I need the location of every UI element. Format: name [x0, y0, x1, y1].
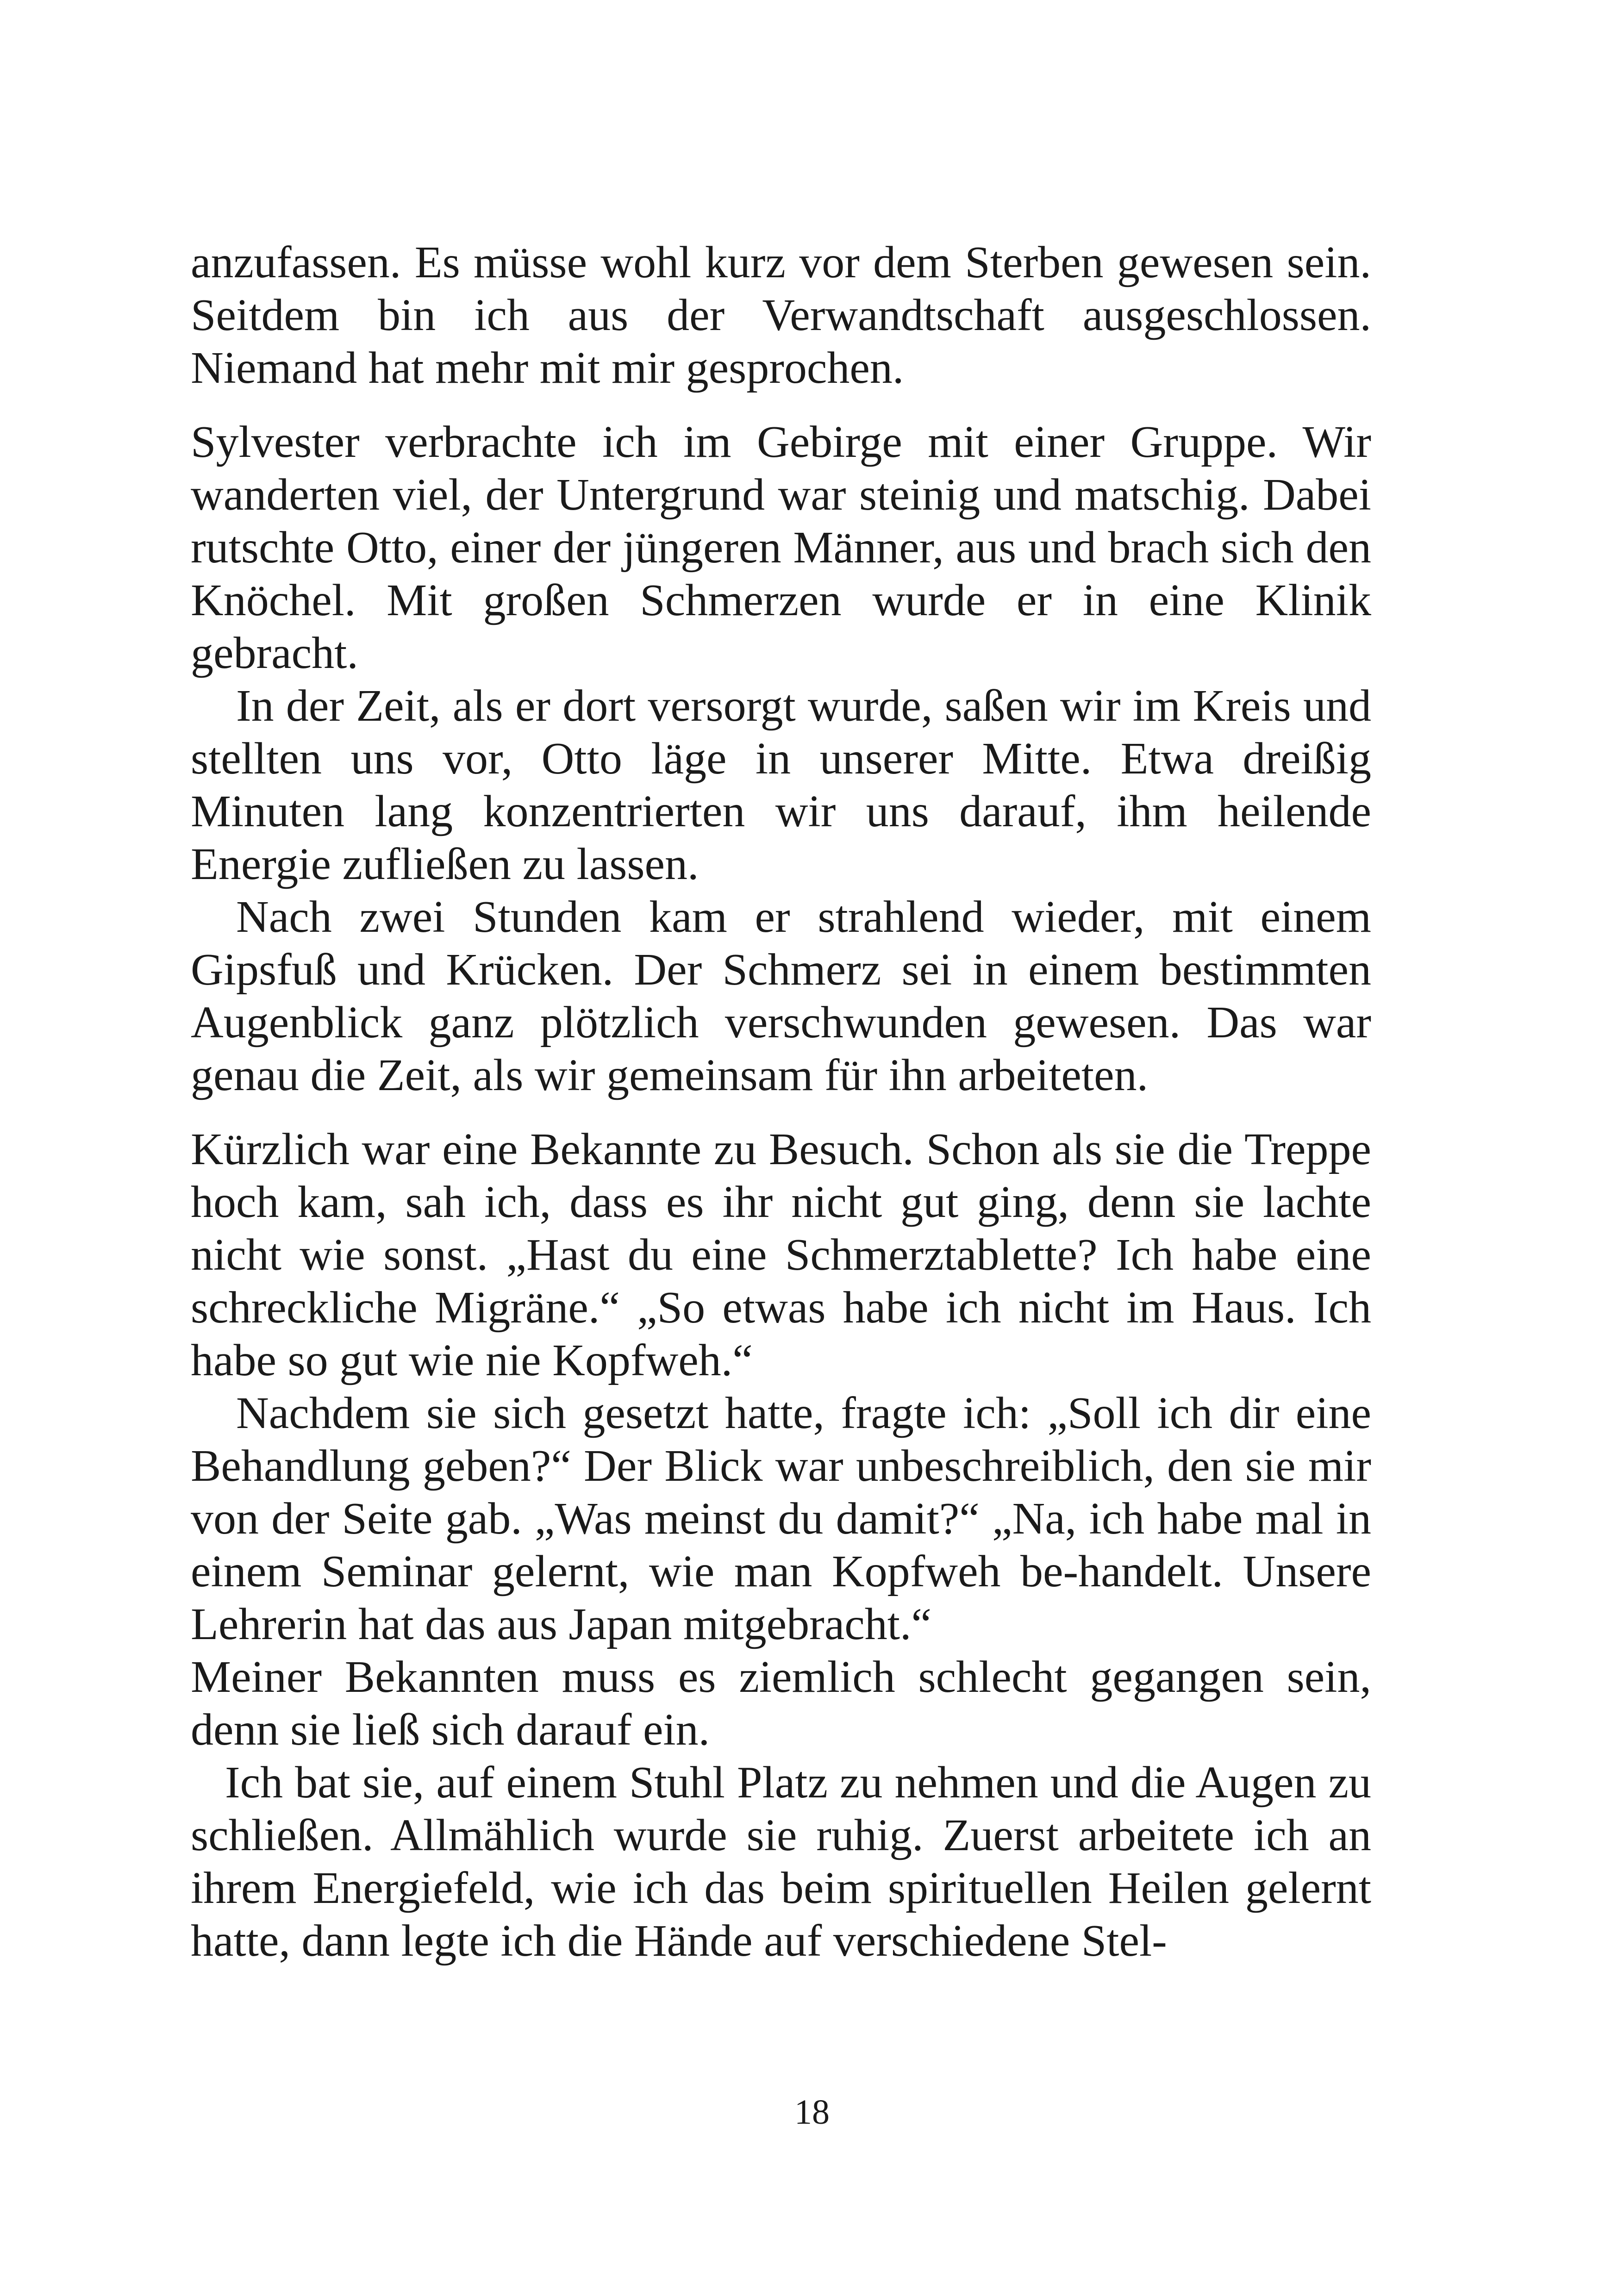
- paragraph-1: anzufassen. Es müsse wohl kurz vor dem Sterben gewesen sein. Seitdem bin ich aus der Verwandtschaft ausgeschlossen. Niemand hat mehr mit mir gesprochen.: [191, 237, 1371, 393]
- paragraph-2: Sylvester verbrachte ich im Gebirge mit einer Gruppe. Wir wanderten viel, der Untergrund war steinig und matschig. Dabei rutschte Otto, einer der jüngeren Männer, aus und brach sich den Knöchel. Mit großen Schmerzen wurde er in eine Klinik gebracht.: [191, 417, 1371, 678]
- paragraph-6: Nachdem sie sich gesetzt hatte, fragte ich: „Soll ich dir eine Behandlung geben?“ Der Blick war unbeschreiblich, den sie mir von der Seite gab. „Was meinst du damit?“ „Na, ich habe mal in einem Seminar gelernt, wie man Kopfweh be-handelt. Unsere Lehrerin hat das aus Japan mitgebracht.“: [191, 1388, 1371, 1649]
- paragraph-5: Kürzlich war eine Bekannte zu Besuch. Schon als sie die Treppe hoch kam, sah ich, dass es ihr nicht gut ging, denn sie lachte nicht wie sonst. „Hast du eine Schmerztablette? Ich habe eine schreckliche Migräne.“ „So etwas habe ich nicht im Haus. Ich habe so gut wie nie Kopfweh.“: [191, 1124, 1371, 1385]
- paragraph-8: Ich bat sie, auf einem Stuhl Platz zu nehmen und die Augen zu schließen. Allmählich wurde sie ruhig. Zuerst arbeitete ich an ihrem Energiefeld, wie ich das beim spirituellen Heilen gelernt hatte, dann legte ich die Hände auf verschiedene Stel-: [191, 1758, 1371, 1966]
- body-text: [191, 236, 1371, 1967]
- page-number: 18: [794, 2093, 830, 2132]
- paragraph-7: Meiner Bekannten muss es ziemlich schlecht gegangen sein, denn sie ließ sich darauf ein.: [191, 1652, 1371, 1755]
- paragraph-4: Nach zwei Stunden kam er strahlend wieder, mit einem Gipsfuß und Krücken. Der Schmerz sei in einem bestimmten Augenblick ganz plötzlich verschwunden gewesen. Das war genau die Zeit, als wir gemeinsam für ihn arbeiteten.: [191, 892, 1371, 1100]
- paragraph-3: In der Zeit, als er dort versorgt wurde, saßen wir im Kreis und stellten uns vor, Otto läge in unserer Mitte. Etwa dreißig Minuten lang konzentrierten wir uns darauf, ihm heilende Energie zufließen zu lassen.: [191, 681, 1371, 889]
